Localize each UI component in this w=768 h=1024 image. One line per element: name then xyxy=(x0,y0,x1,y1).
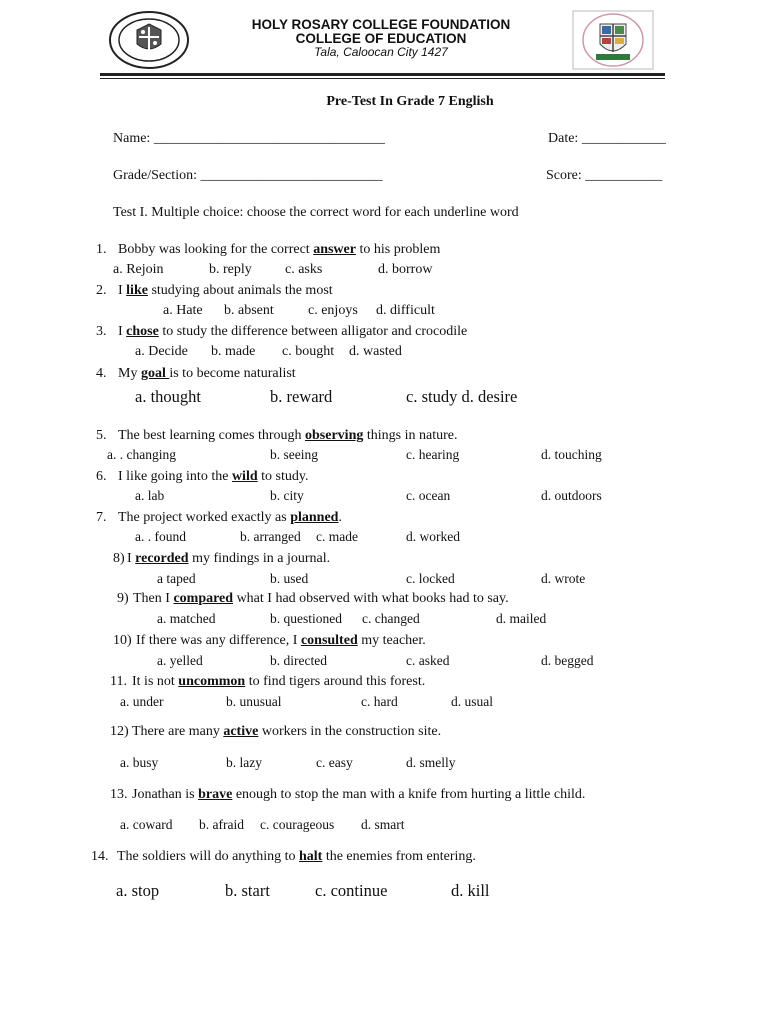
answer-choice[interactable]: a. under xyxy=(120,694,164,709)
question-text xyxy=(118,428,457,444)
answer-choice[interactable]: a. yelled xyxy=(157,653,203,668)
answer-choice[interactable]: b. reward xyxy=(270,387,333,406)
question-number: 7. xyxy=(96,510,107,525)
underlined-word: wild xyxy=(231,469,258,484)
question-number: 9) xyxy=(117,591,129,606)
question-number: 8) xyxy=(113,551,125,566)
answer-choice[interactable]: c. locked xyxy=(406,571,455,586)
question-text xyxy=(118,510,342,526)
underlined-word: answer xyxy=(313,242,356,257)
question-text-after: studying about animals the most xyxy=(147,283,333,298)
underlined-word: uncommon xyxy=(178,674,246,689)
college-subtitle: COLLEGE OF EDUCATION xyxy=(295,31,467,46)
question-text-after: my findings in a journal. xyxy=(188,551,331,566)
answer-choice[interactable]: d. usual xyxy=(451,694,493,709)
answer-choice[interactable]: c. study d. desire xyxy=(406,387,518,406)
underlined-word: consulted xyxy=(300,633,358,648)
question-text xyxy=(127,551,330,567)
underlined-word: planned xyxy=(290,510,339,525)
answer-choice[interactable]: a. Rejoin xyxy=(113,262,164,277)
underlined-word: chose xyxy=(126,324,159,339)
grade-section-field[interactable]: Grade/Section: __________________________ xyxy=(113,168,383,183)
answer-choice[interactable]: d. wrote xyxy=(541,571,586,586)
header-rule xyxy=(100,73,665,76)
answer-choice[interactable]: b. afraid xyxy=(199,817,244,832)
answer-choice[interactable]: b. unusual xyxy=(226,694,282,709)
answer-choice[interactable]: a. stop xyxy=(116,881,160,900)
question-text-before: I xyxy=(118,324,127,339)
question-text-after: to find tigers around this forest. xyxy=(245,674,426,689)
answer-choice[interactable]: b. questioned xyxy=(270,611,342,626)
question-text xyxy=(118,366,296,382)
question-text-before: Jonathan is xyxy=(132,787,199,802)
question-number: 4. xyxy=(96,366,107,381)
answer-choice[interactable]: b. seeing xyxy=(270,447,318,462)
question-text-after: workers in the construction site. xyxy=(258,724,442,739)
answer-choice[interactable]: b. city xyxy=(270,488,304,503)
answer-choice[interactable]: d. outdoors xyxy=(541,488,602,503)
question-text-before: I xyxy=(127,551,136,566)
underlined-word: like xyxy=(126,283,148,298)
question-number: 11. xyxy=(110,674,127,689)
question-text-after: my teacher. xyxy=(357,633,426,648)
name-field[interactable]: Name: _________________________________ xyxy=(113,131,385,146)
answer-choice[interactable]: b. directed xyxy=(270,653,327,668)
answer-choice[interactable]: d. touching xyxy=(541,447,602,462)
answer-choice[interactable]: a. Hate xyxy=(163,303,203,318)
college-crest-logo xyxy=(572,10,654,70)
date-field[interactable]: Date: ____________ xyxy=(548,131,666,146)
question-text-before: My xyxy=(118,366,141,381)
question-text-before: It is not xyxy=(132,674,179,689)
answer-choice[interactable]: a. lab xyxy=(135,488,165,503)
question-number: 1. xyxy=(96,242,107,257)
question-text-before: There are many xyxy=(132,724,224,739)
question-text-before: I xyxy=(118,283,127,298)
answer-choice[interactable]: b. absent xyxy=(224,303,274,318)
question-text-before: The best learning comes through xyxy=(118,428,306,443)
answer-choice[interactable]: b. arranged xyxy=(240,529,301,544)
question-text-after: the enemies from entering. xyxy=(322,849,476,864)
answer-choice[interactable]: c. asks xyxy=(285,262,323,277)
answer-choice[interactable]: a. coward xyxy=(120,817,173,832)
answer-choice[interactable]: c. courageous xyxy=(260,817,335,832)
question-text-before: The soldiers will do anything to xyxy=(117,849,299,864)
instructions: Test I. Multiple choice: choose the correct word for each underline word xyxy=(113,205,519,220)
question-text-before: Then I xyxy=(133,591,174,606)
question-text-before: The project worked exactly as xyxy=(118,510,291,525)
question-number: 3. xyxy=(96,324,107,339)
underlined-word: goal xyxy=(140,366,170,381)
answer-choice[interactable]: a. busy xyxy=(120,755,159,770)
question-text-before: Bobby was looking for the correct xyxy=(118,242,314,257)
answer-choice[interactable]: c. changed xyxy=(362,611,420,626)
page-title: Pre-Test In Grade 7 English xyxy=(326,94,494,109)
question-text xyxy=(136,633,426,649)
answer-choice[interactable]: b. made xyxy=(211,344,256,359)
answer-choice[interactable]: c. bought xyxy=(282,344,335,359)
answer-choice[interactable]: d. worked xyxy=(406,529,460,544)
question-text-after: . xyxy=(338,510,342,525)
answer-choice[interactable]: c. hearing xyxy=(406,447,460,462)
question-text-after: to study the difference between alligator and crocodile xyxy=(158,324,468,339)
question-text-after: enough to stop the man with a knife from hurting a little child. xyxy=(232,787,586,802)
answer-choice[interactable]: d. mailed xyxy=(496,611,547,626)
answer-choice[interactable]: c. hard xyxy=(361,694,398,709)
college-address: Tala, Caloocan City 1427 xyxy=(314,45,448,59)
college-name: HOLY ROSARY COLLEGE FOUNDATION xyxy=(251,17,511,32)
question-number: 5. xyxy=(96,428,107,443)
answer-choice[interactable]: a. . found xyxy=(135,529,186,544)
question-text xyxy=(133,591,509,607)
answer-choice[interactable]: a. thought xyxy=(135,387,201,406)
answer-choice[interactable]: b. reply xyxy=(209,262,252,277)
answer-choice[interactable]: a. matched xyxy=(157,611,216,626)
answer-choice[interactable]: b. used xyxy=(270,571,309,586)
question-text xyxy=(118,242,440,258)
question-number: 14. xyxy=(91,849,109,864)
question-number: 10) xyxy=(113,633,132,648)
answer-choice[interactable]: a taped xyxy=(157,571,196,586)
answer-choice[interactable]: d. smelly xyxy=(406,755,456,770)
question-text-before: If there was any difference, I xyxy=(136,633,301,648)
question-number: 12) xyxy=(110,724,129,739)
question-text xyxy=(132,787,585,803)
question-text xyxy=(117,849,476,865)
question-number: 6. xyxy=(96,469,107,484)
question-text xyxy=(118,283,333,299)
answer-choice[interactable]: d. borrow xyxy=(378,262,433,277)
answer-choice[interactable]: c. continue xyxy=(315,881,388,900)
answer-choice[interactable]: c. enjoys xyxy=(308,303,358,318)
answer-choice[interactable]: b. start xyxy=(225,881,270,900)
answer-choice[interactable]: c. made xyxy=(316,529,358,544)
score-field[interactable]: Score: ___________ xyxy=(546,168,663,183)
question-text xyxy=(132,674,425,690)
answer-choice[interactable]: d. difficult xyxy=(376,303,435,318)
question-text-after: is to become naturalist xyxy=(169,366,296,381)
question-text xyxy=(118,324,467,340)
question-number: 2. xyxy=(96,283,107,298)
question-number: 13. xyxy=(110,787,128,802)
answer-choice[interactable]: c. asked xyxy=(406,653,450,668)
question-text-before: I like going into the xyxy=(118,469,232,484)
answer-choice[interactable]: d. smart xyxy=(361,817,405,832)
answer-choice[interactable]: c. easy xyxy=(316,755,353,770)
answer-choice[interactable]: d. begged xyxy=(541,653,594,668)
college-seal-logo xyxy=(108,10,190,70)
header-rule-thin xyxy=(100,78,665,79)
underlined-word: observing xyxy=(305,428,364,443)
answer-choice[interactable]: c. ocean xyxy=(406,488,451,503)
question-text xyxy=(132,724,441,740)
underlined-word: halt xyxy=(298,849,323,864)
question-text-after: things in nature. xyxy=(363,428,458,443)
answer-choice[interactable]: b. lazy xyxy=(226,755,262,770)
answer-choice[interactable]: d. wasted xyxy=(349,344,402,359)
underlined-word: compared xyxy=(173,591,234,606)
underlined-word: brave xyxy=(198,787,233,802)
question-text xyxy=(118,469,308,485)
underlined-word: recorded xyxy=(135,551,189,566)
answer-choice[interactable]: a. Decide xyxy=(135,344,188,359)
underlined-word: active xyxy=(223,724,259,739)
answer-choice[interactable]: d. kill xyxy=(451,881,490,900)
question-text-after: what I had observed with what books had to say. xyxy=(233,591,509,606)
question-text-after: to study. xyxy=(257,469,309,484)
question-text-after: to his problem xyxy=(355,242,441,257)
answer-choice[interactable]: a. . changing xyxy=(107,447,176,462)
